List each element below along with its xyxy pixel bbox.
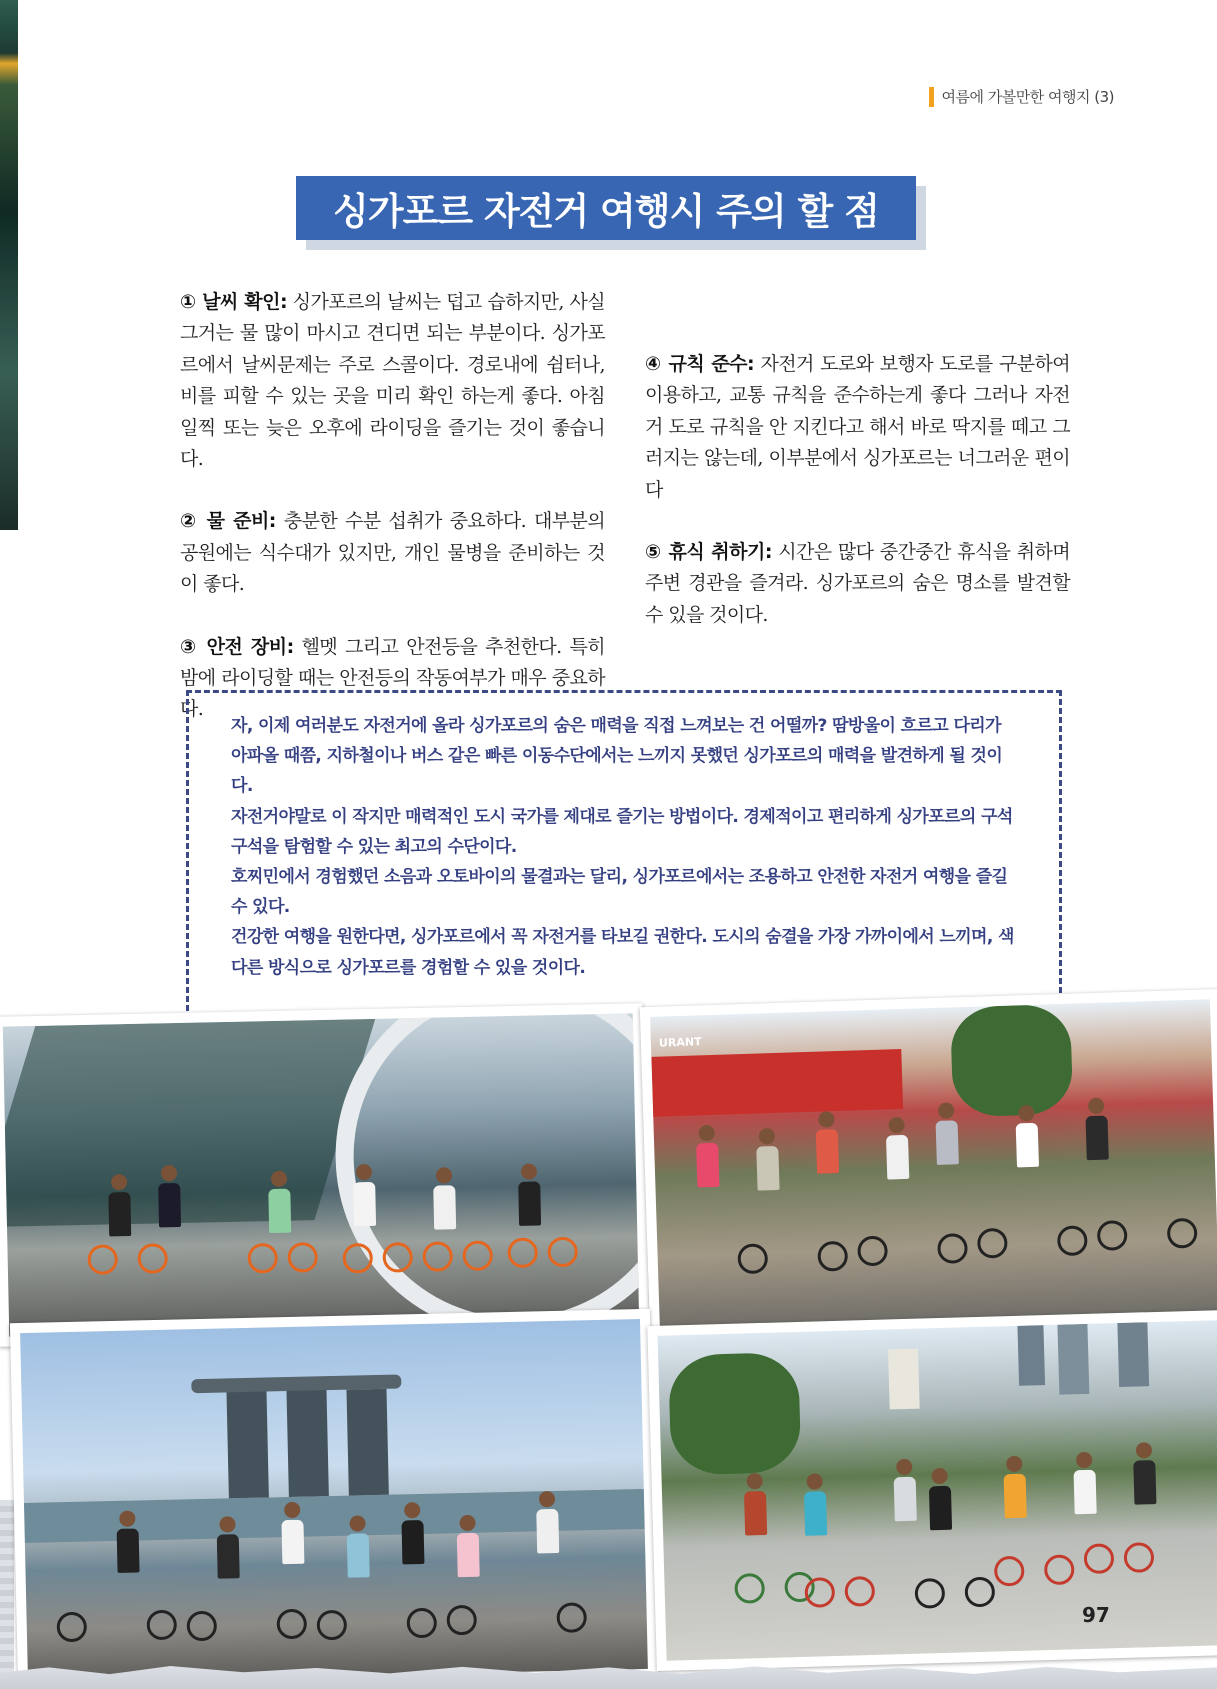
cyclist	[754, 1128, 782, 1191]
cyclist	[813, 1111, 841, 1174]
cyclist	[516, 1163, 543, 1226]
running-header-title: 여름에 가볼만한 여행지 (3)	[941, 88, 1114, 106]
cyclist	[534, 1491, 561, 1554]
glass-facade	[3, 1019, 375, 1227]
shop-sign: URANT	[658, 1035, 702, 1050]
left-edge-paper-strip	[0, 1500, 14, 1689]
cyclist	[431, 1167, 458, 1230]
cyclist	[351, 1164, 378, 1227]
orange-bike	[247, 1242, 318, 1273]
steel-arch	[332, 1013, 639, 1336]
orange-bike	[342, 1242, 413, 1273]
section-rest	[645, 537, 1070, 631]
summary-paragraph: 자, 이제 여러분도 자전거에 올라 싱가포르의 숨은 매력을 직접 느껴보는 건 어떨까? 땀방울이 흐르고 다리가 아파올 때쯤, 지하철이나 버스 같은 빠른 이동수단에서는 느끼지 못했던 싱가포르의 매력을 발견하게 될 것이다.	[231, 716, 1003, 797]
black-bike	[1097, 1218, 1198, 1251]
cyclist	[266, 1171, 293, 1234]
folding-bike	[914, 1577, 995, 1609]
photo-cyclists-gardens-image	[3, 1013, 639, 1336]
cyclist	[933, 1102, 961, 1165]
page-number: 97	[1082, 1603, 1110, 1627]
section-rules-heading: ④ 규칙 준수:	[645, 353, 755, 375]
cyclist	[106, 1174, 133, 1237]
cyclist	[1131, 1442, 1159, 1505]
black-bike	[446, 1602, 587, 1635]
section-rest-heading: ⑤ 휴식 취하기:	[645, 541, 772, 564]
skyscraper	[1117, 1322, 1149, 1387]
black-bike	[857, 1233, 968, 1266]
photo-group-merlion	[647, 1310, 1217, 1671]
folding-bike	[1084, 1542, 1155, 1574]
hotel-tower	[226, 1388, 268, 1499]
section-water-body: 충분한 수분 섭취가 중요하다. 대부분의 공원에는 식수대가 있지만, 개인 물병을 준비하는 것이 좋다.	[180, 510, 606, 596]
photo-cyclists-gardens	[0, 1003, 649, 1347]
folding-bike	[734, 1572, 815, 1604]
summary-paragraph: 건강한 여행을 원한다면, 싱가포르에서 꼭 자전거를 타보길 권한다. 도시의 숨결을 가장 가까이에서 느끼며, 색다른 방식으로 싱가포르를 경험할 수 있을 것이다.	[231, 927, 1014, 978]
tree	[668, 1352, 801, 1476]
summary-paragraph: 호찌민에서 경험했던 소음과 오토바이의 물결과는 달리, 싱가포르에서는 조용하고 안전한 자전거 여행을 즐길 수 있다.	[231, 867, 1008, 918]
section-weather-body: 싱가포르의 날씨는 덥고 습하지만, 사실 그거는 물 많이 마시고 견디면 되는 부분이다. 싱가포르에서 날씨문제는 주로 스콜이다. 경로내에 쉼터나, 비를 피할 수 있는 곳을 미리 확인 하는게 좋다. 아침 일찍 또는 늦은 오후에 라이딩을 즐기는 것이 좋습니다.	[180, 291, 606, 471]
summary-paragraph: 자전거야말로 이 작지만 매력적인 도시 국가를 제대로 즐기는 방법이다. 경제적이고 편리하게 싱가포르의 구석구석을 탐험할 수 있는 최고의 수단이다.	[231, 806, 1013, 857]
cyclist	[926, 1468, 954, 1531]
body-column-left	[180, 287, 605, 726]
cyclist	[801, 1473, 829, 1536]
palm-tree	[950, 1004, 1073, 1118]
cyclist	[883, 1117, 911, 1180]
black-bike	[56, 1610, 177, 1643]
photo-group-street-image	[650, 999, 1217, 1336]
summary-box	[186, 690, 1062, 1020]
body-column-right	[645, 349, 1070, 662]
hotel-tower	[346, 1389, 388, 1496]
cyclist	[454, 1515, 481, 1578]
hotel-tower	[286, 1388, 328, 1497]
skyscraper	[1017, 1325, 1045, 1386]
skyscraper	[1057, 1324, 1089, 1395]
section-weather	[180, 287, 605, 475]
black-bike	[316, 1608, 437, 1641]
article-title-box	[296, 176, 916, 240]
folding-bike	[804, 1576, 875, 1608]
cyclist	[741, 1473, 769, 1536]
section-safety-gear-heading: ③ 안전 장비:	[180, 635, 294, 658]
black-bike	[737, 1241, 848, 1274]
photo-family-marina-bay-image	[20, 1319, 648, 1683]
cyclist	[891, 1459, 919, 1522]
photo-family-marina-bay	[10, 1309, 658, 1689]
section-rules	[645, 349, 1070, 506]
cyclist	[344, 1515, 371, 1578]
cyclist	[1013, 1105, 1041, 1168]
orange-bike	[87, 1243, 168, 1275]
cyclist	[156, 1165, 183, 1228]
section-safety-gear-body: 헬멧 그리고 안전등을 추천한다. 특히 밤에 라이딩할 때는 안전등의 작동여부가 매우 중요하다.	[180, 635, 605, 721]
cyclist	[279, 1502, 306, 1565]
cyclist	[214, 1516, 241, 1579]
photo-group-street	[640, 989, 1217, 1347]
section-water-heading: ② 물 준비:	[180, 510, 276, 533]
cyclist	[399, 1502, 426, 1565]
article-title-block	[296, 176, 916, 246]
folding-bike	[994, 1554, 1075, 1586]
orange-bike	[422, 1240, 493, 1271]
cyclist	[1071, 1452, 1099, 1515]
section-weather-heading: ① 날씨 확인:	[180, 291, 288, 313]
orange-bike	[507, 1237, 578, 1268]
running-header	[929, 86, 1114, 107]
running-header-accent-bar	[929, 87, 934, 107]
section-water	[180, 506, 605, 600]
cyclist	[694, 1125, 722, 1188]
black-bike	[186, 1609, 307, 1642]
section-rest-body: 시간은 많다 중간중간 휴식을 취하며 주변 경관을 즐겨라. 싱가포르의 숨은 명소를 발견할 수 있을 것이다.	[645, 541, 1070, 626]
black-bike	[977, 1225, 1088, 1258]
merlion-statue	[888, 1349, 920, 1410]
cyclist	[1001, 1456, 1029, 1519]
section-rules-body: 자전거 도로와 보행자 도로를 구분하여 이용하고, 교통 규칙을 준수하는게 좋다 그러나 자전거 도로 규칙을 안 지킨다고 해서 바로 딱지를 떼고 그러지는 않는데, 이부분에서 싱가포르는 너그러운 편이다	[645, 353, 1070, 501]
article-title: 싱가포르 자전거 여행시 주의 할 점	[333, 190, 879, 233]
left-edge-photo-strip	[0, 0, 18, 530]
cyclist	[114, 1510, 141, 1573]
cyclist	[1083, 1098, 1111, 1161]
photo-group-merlion-image	[658, 1320, 1217, 1661]
red-awning	[651, 1049, 903, 1117]
